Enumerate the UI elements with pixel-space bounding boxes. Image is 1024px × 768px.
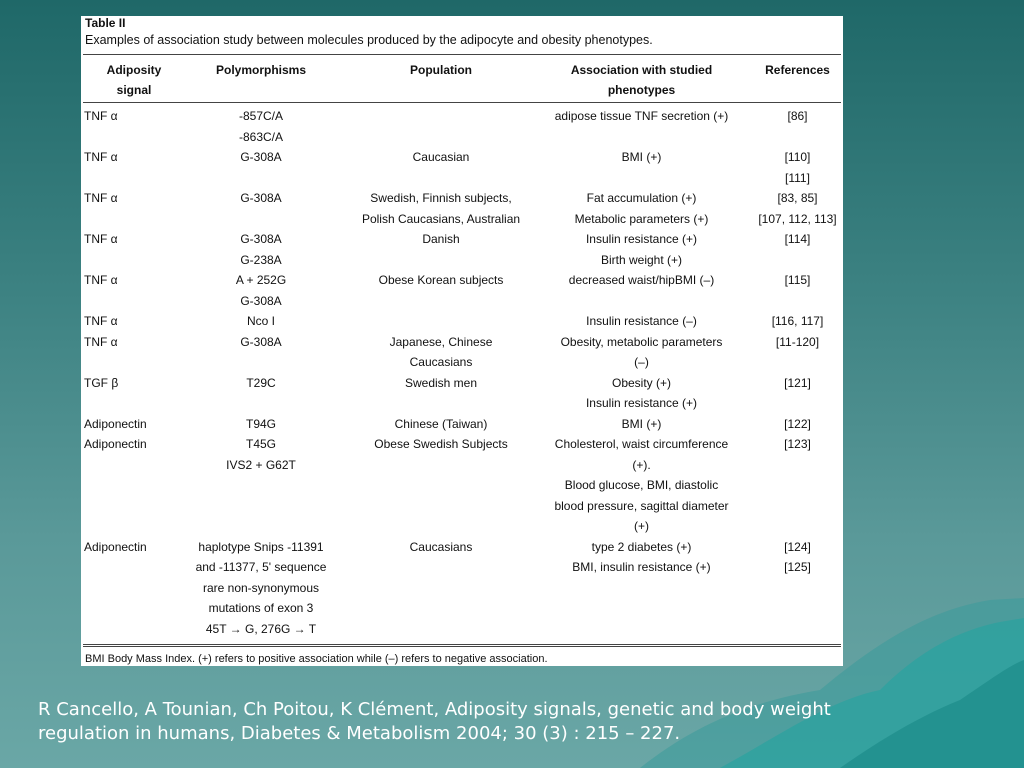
cell-polymorphisms-line: G-238A: [240, 252, 282, 267]
cell-association: [539, 270, 744, 291]
cell-association-line: BMI, insulin resistance (+): [572, 560, 711, 574]
cell-references-line: [123]: [784, 437, 811, 451]
cell-association: [539, 188, 744, 229]
cell-references-line: [125]: [784, 560, 811, 574]
cell-references: [744, 188, 851, 229]
table-row: [81, 537, 843, 640]
cell-references: [744, 373, 851, 394]
cell-association-line: blood pressure, sagittal diameter: [554, 498, 729, 513]
header-association-line2: phenotypes: [607, 83, 676, 97]
cell-references: [744, 414, 851, 435]
cell-references-line: [114]: [784, 232, 811, 246]
cell-polymorphisms-line: mutations of exon 3: [208, 601, 314, 615]
cell-population: [346, 373, 536, 394]
cell-signal-line: TNF α: [84, 150, 118, 164]
cell-polymorphisms: [186, 373, 336, 394]
cell-association-line: Obesity, metabolic parameters: [560, 334, 723, 349]
header-polymorphisms: [186, 60, 336, 80]
header-adiposity-signal: [84, 60, 184, 100]
header-references: [744, 60, 851, 80]
cell-association: [539, 332, 744, 373]
cell-population-line: Caucasians: [409, 539, 473, 554]
cell-references-line: [11-120]: [775, 334, 820, 349]
header-signal-line2: signal: [116, 83, 152, 97]
cell-association-line: BMI (+): [621, 416, 662, 431]
cell-signal: [84, 414, 194, 435]
cell-population-line: Swedish men: [404, 375, 478, 390]
cell-references-line: [86]: [787, 109, 808, 123]
cell-references-line: [111]: [785, 170, 810, 185]
cell-polymorphisms-line: IVS2 + G62T: [226, 457, 296, 472]
cell-population-line: Caucasians: [409, 355, 473, 369]
header-population: [346, 60, 536, 80]
cell-association-line: BMI (+): [621, 150, 662, 164]
cell-polymorphisms-line: -863C/A: [238, 129, 284, 144]
cell-signal-line: TNF α: [84, 191, 118, 205]
cell-association: [539, 414, 744, 435]
cell-association-line: Fat accumulation (+): [586, 191, 697, 205]
cell-population: [346, 147, 536, 168]
cell-polymorphisms: [186, 229, 336, 270]
table-row: [81, 434, 843, 537]
citation-line-2: regulation in humans, Diabetes & Metabolism 2004; 30 (3) : 215 – 227.: [38, 723, 681, 744]
cell-references: [744, 434, 851, 455]
cell-population-line: Swedish, Finnish subjects,: [370, 191, 512, 205]
cell-association-line: decreased waist/hipBMI (–): [568, 273, 715, 287]
cell-references-line: [124]: [784, 539, 811, 554]
cell-association-line: adipose tissue TNF secretion (+): [554, 109, 729, 123]
table-image: [81, 16, 843, 666]
cell-association: [539, 229, 744, 270]
cell-signal-line: TNF α: [84, 232, 118, 246]
cell-population: [346, 434, 536, 455]
cell-signal-line: TNF α: [84, 109, 118, 123]
header-association: [539, 60, 744, 100]
cell-population-line: Danish: [422, 232, 460, 246]
cell-population-line: Caucasian: [412, 150, 470, 164]
cell-association-line: Insulin resistance (–): [586, 314, 697, 328]
cell-polymorphisms-line: G-308A: [240, 293, 282, 308]
table-label: Table II: [85, 16, 126, 30]
cell-polymorphisms: [186, 270, 336, 311]
header-association-line1: Association with studied: [570, 63, 713, 77]
table-row: [81, 270, 843, 311]
cell-signal: [84, 188, 194, 209]
cell-population-line: Obese Swedish Subjects: [374, 437, 508, 451]
cell-population: [346, 414, 536, 435]
cell-references-line: [110]: [784, 150, 811, 164]
cell-signal: [84, 229, 194, 250]
cell-references: [744, 311, 851, 332]
cell-population: [346, 537, 536, 558]
cell-population-line: Polish Caucasians, Australian: [361, 211, 521, 226]
cell-signal: [84, 311, 194, 332]
cell-polymorphisms-line: and -11377, 5' sequence: [195, 560, 327, 574]
cell-signal: [84, 332, 194, 353]
cell-association: [539, 147, 744, 168]
cell-polymorphisms-line: -857C/A: [238, 109, 284, 123]
cell-polymorphisms: [186, 434, 336, 475]
table-row: [81, 311, 843, 332]
cell-references-line: [121]: [784, 375, 811, 390]
table-top-rule: [83, 54, 841, 55]
table-row: [81, 147, 843, 188]
cell-polymorphisms: [186, 311, 336, 332]
cell-signal: [84, 270, 194, 291]
cell-polymorphisms-line: haplotype Snips -11391: [198, 539, 324, 554]
cell-polymorphisms-line: Nco I: [246, 314, 275, 328]
table-row: [81, 373, 843, 414]
cell-population: [346, 270, 536, 291]
cell-signal: [84, 434, 194, 455]
cell-association: [539, 373, 744, 414]
header-bottom-rule: [83, 102, 841, 103]
cell-references: [744, 332, 851, 353]
cell-signal: [84, 147, 194, 168]
cell-references: [744, 147, 851, 188]
cell-references-line: [122]: [784, 416, 811, 431]
cell-association-line: type 2 diabetes (+): [591, 539, 692, 554]
cell-association: [539, 537, 744, 578]
cell-association-line: (+).: [632, 457, 651, 472]
cell-references: [744, 537, 851, 578]
cell-population: [346, 188, 536, 229]
cell-population: [346, 332, 536, 373]
cell-polymorphisms-line: 45T → G, 276G → T: [205, 621, 317, 636]
cell-polymorphisms: [186, 332, 336, 353]
cell-association-line: (–): [634, 355, 649, 369]
cell-association-line: Cholesterol, waist circumference: [554, 437, 729, 451]
table-row: [81, 106, 843, 147]
header-population-line1: Population: [410, 63, 472, 77]
cell-association-line: Blood glucose, BMI, diastolic: [564, 478, 719, 492]
cell-polymorphisms-line: T94G: [245, 416, 276, 431]
table-row: [81, 332, 843, 373]
cell-signal: [84, 373, 194, 394]
cell-references-line: [83, 85]: [777, 191, 818, 205]
cell-population-line: Japanese, Chinese: [389, 334, 493, 349]
cell-polymorphisms-line: A + 252G: [235, 273, 287, 287]
header-references-line1: References: [765, 63, 830, 77]
cell-association: [539, 106, 744, 127]
cell-references: [744, 270, 851, 291]
cell-association: [539, 434, 744, 537]
cell-population-line: Chinese (Taiwan): [394, 416, 488, 431]
table-row: [81, 414, 843, 435]
cell-references: [744, 106, 851, 127]
header-signal-line1: Adiposity: [106, 63, 162, 77]
cell-polymorphisms-line: G-308A: [240, 232, 282, 246]
cell-polymorphisms-line: rare non-synonymous: [202, 580, 320, 595]
table-bottom-rule: [83, 644, 841, 647]
cell-association-line: Obesity (+): [611, 375, 671, 390]
cell-signal: [84, 106, 194, 127]
cell-polymorphisms: [186, 147, 336, 168]
cell-polymorphisms: [186, 106, 336, 147]
cell-signal: [84, 537, 194, 558]
table-row: [81, 188, 843, 229]
cell-association-line: Birth weight (+): [600, 252, 683, 267]
cell-polymorphisms: [186, 188, 336, 209]
cell-association-line: (+): [634, 519, 649, 533]
header-polymorphisms-line1: Polymorphisms: [215, 63, 307, 77]
citation-line-1: R Cancello, A Tounian, Ch Poitou, K Clément, Adiposity signals, genetic and body weight: [38, 699, 831, 720]
table-row: [81, 229, 843, 270]
cell-association: [539, 311, 744, 332]
cell-signal-line: TNF α: [84, 334, 118, 349]
cell-association-line: Insulin resistance (+): [585, 396, 698, 410]
cell-association-line: Metabolic parameters (+): [574, 211, 709, 226]
cell-association-line: Insulin resistance (+): [585, 232, 698, 246]
table-footnote: BMI Body Mass Index. (+) refers to positive association while (–) refers to negative association.: [85, 653, 548, 665]
cell-polymorphisms: [186, 537, 336, 640]
cell-references-line: [107, 112, 113]: [758, 211, 837, 226]
cell-polymorphisms-line: G-308A: [240, 334, 282, 349]
cell-references-line: [116, 117]: [771, 314, 824, 328]
cell-signal-line: Adiponectin: [84, 539, 147, 554]
cell-population-line: Obese Korean subjects: [378, 273, 504, 287]
cell-polymorphisms: [186, 414, 336, 435]
cell-signal-line: TNF α: [84, 314, 118, 328]
citation-text: [38, 698, 988, 746]
cell-references-line: [115]: [784, 273, 811, 287]
cell-polymorphisms-line: G-308A: [240, 150, 282, 164]
cell-references: [744, 229, 851, 250]
cell-population: [346, 229, 536, 250]
table-caption: Examples of association study between molecules produced by the adipocyte and obesity phenotypes.: [85, 33, 653, 47]
cell-signal-line: Adiponectin: [84, 437, 147, 451]
cell-signal-line: TGF β: [84, 375, 119, 390]
cell-signal-line: TNF α: [84, 273, 118, 287]
cell-signal-line: Adiponectin: [84, 416, 147, 431]
cell-polymorphisms-line: G-308A: [240, 191, 282, 205]
cell-polymorphisms-line: T29C: [246, 375, 276, 390]
cell-polymorphisms-line: T45G: [245, 437, 276, 451]
